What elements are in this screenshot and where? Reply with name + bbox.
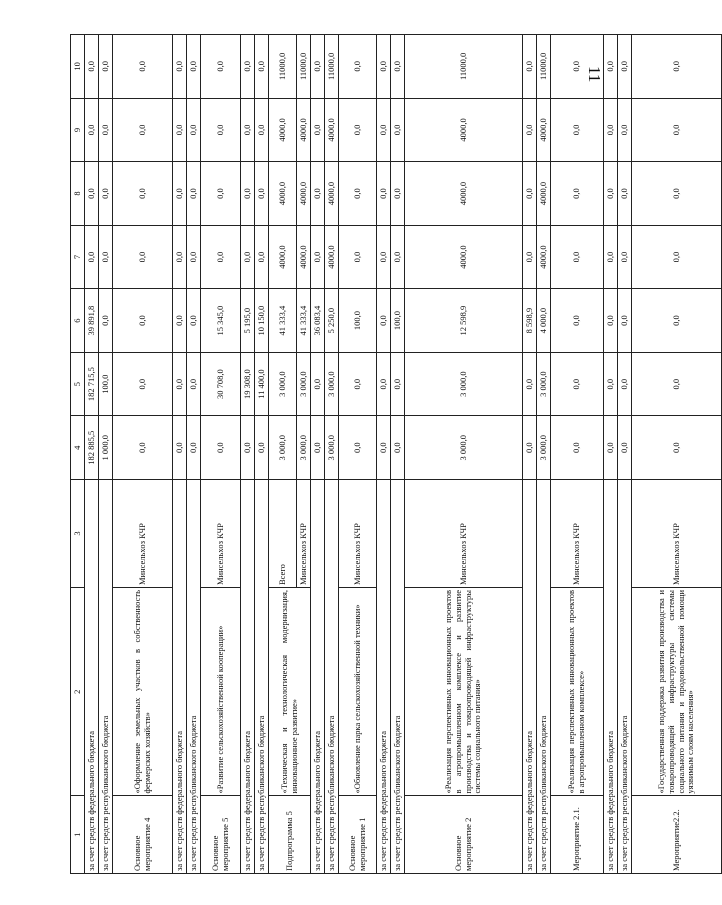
funding-value-col-7: 0,0	[255, 225, 269, 289]
funding-value-col-8: 0,0	[173, 162, 187, 226]
program-executor: Минсельхоз КЧР	[405, 479, 523, 587]
funding-value-col-7: 0,0	[241, 225, 255, 289]
funding-value-col-4: 0,0	[201, 416, 241, 480]
program-name: «Обновление парка сельскохозяйственной техники»	[339, 588, 377, 796]
funding-value-col-9: 0,0	[187, 98, 201, 162]
table-row	[241, 35, 255, 874]
table-row	[377, 35, 391, 874]
funding-value-col-5: 3 000,0	[537, 352, 551, 416]
funding-value-col-9: 0,0	[551, 98, 604, 162]
funding-value-col-9: 4000,0	[405, 98, 523, 162]
funding-value-col-6: 0,0	[173, 289, 187, 353]
funding-value-col-6: 100,0	[391, 289, 405, 353]
table-row	[187, 35, 201, 874]
funding-value-col-7: 0,0	[377, 225, 391, 289]
funding-value-col-5: 11 400,0	[255, 352, 269, 416]
table-row	[339, 35, 377, 874]
funding-value-col-8: 0,0	[201, 162, 241, 226]
funding-value-col-9: 0,0	[173, 98, 187, 162]
funding-value-col-8: 4000,0	[537, 162, 551, 226]
funding-source-label: за счет средств федерального бюджета	[241, 479, 255, 873]
table-row	[269, 35, 297, 874]
funding-value-col-9: 0,0	[99, 98, 113, 162]
funding-value-col-4: 3 000,0	[269, 416, 297, 480]
program-code: Основное мероприятие 2	[405, 796, 523, 874]
table-row	[173, 35, 187, 874]
program-code: Мероприятие2.2.	[632, 796, 722, 874]
funding-source-label: за счет средств федерального бюджета	[523, 479, 537, 873]
column-number-3: 3	[71, 479, 85, 587]
funding-source-label: за счет средств республиканского бюджета	[391, 479, 405, 873]
column-number-9: 9	[71, 98, 85, 162]
funding-value-col-4: 3 000,0	[537, 416, 551, 480]
program-name: «Государственная поддержка развития производства и товаропроводящей инфраструктуры системы социального питания и продовольственной помощи уязвимым слоям населения»	[632, 588, 722, 796]
funding-value-col-8: 0,0	[241, 162, 255, 226]
funding-value-col-10: 0,0	[551, 35, 604, 99]
funding-value-col-10: 0,0	[391, 35, 405, 99]
funding-value-col-5: 0,0	[604, 352, 618, 416]
table-row	[618, 35, 632, 874]
funding-source-label: за счет средств республиканского бюджета	[325, 479, 339, 873]
funding-value-col-10: 0,0	[85, 35, 99, 99]
funding-value-col-8: 0,0	[255, 162, 269, 226]
funding-source-label: за счет средств федерального бюджета	[311, 479, 325, 873]
funding-value-col-8: 0,0	[99, 162, 113, 226]
funding-value-col-6: 100,0	[339, 289, 377, 353]
funding-value-col-5: 0,0	[551, 352, 604, 416]
funding-value-col-6: 4 000,0	[537, 289, 551, 353]
funding-value-col-8: 0,0	[604, 162, 618, 226]
funding-value-col-4: 0,0	[113, 416, 173, 480]
funding-value-col-10: 0,0	[255, 35, 269, 99]
funding-value-col-9: 0,0	[391, 98, 405, 162]
funding-value-col-8: 0,0	[618, 162, 632, 226]
program-name: «Техническая и технологическая модернизация, инновационное развитие»	[269, 588, 311, 796]
table-header-row	[71, 35, 85, 874]
column-number-2: 2	[71, 588, 85, 796]
program-name: «Реализация перспективных инновационных проектов в агропромышленном комплексе»	[551, 588, 604, 796]
funding-value-col-7: 0,0	[551, 225, 604, 289]
funding-value-col-4: 0,0	[632, 416, 722, 480]
funding-value-col-7: 0,0	[523, 225, 537, 289]
funding-value-col-6: 0,0	[113, 289, 173, 353]
funding-value-col-4: 0,0	[173, 416, 187, 480]
funding-value-col-8: 0,0	[391, 162, 405, 226]
funding-value-col-6: 10 150,0	[255, 289, 269, 353]
funding-value-col-5: 3 000,0	[325, 352, 339, 416]
funding-value-col-4: 0,0	[311, 416, 325, 480]
funding-value-col-5: 0,0	[173, 352, 187, 416]
table-row	[255, 35, 269, 874]
table-body	[71, 35, 722, 874]
funding-value-col-6: 0,0	[377, 289, 391, 353]
program-executor: Минсельхоз КЧР	[201, 479, 241, 587]
column-number-8: 8	[71, 162, 85, 226]
funding-value-col-7: 4000,0	[325, 225, 339, 289]
funding-value-col-7: 0,0	[632, 225, 722, 289]
funding-value-col-5: 3 000,0	[269, 352, 297, 416]
funding-value-col-8: 4000,0	[325, 162, 339, 226]
funding-value-col-5: 0,0	[391, 352, 405, 416]
funding-value-col-5: 182 715,5	[85, 352, 99, 416]
funding-value-col-6: 0,0	[604, 289, 618, 353]
funding-value-col-10: 0,0	[632, 35, 722, 99]
funding-value-col-4: 0,0	[187, 416, 201, 480]
funding-value-col-5: 0,0	[618, 352, 632, 416]
funding-value-col-8: 0,0	[377, 162, 391, 226]
funding-value-col-4: 182 885,5	[85, 416, 99, 480]
program-name: «Развитие сельскохозяйственной кооперации»	[201, 588, 241, 796]
funding-value-col-9: 4000,0	[537, 98, 551, 162]
funding-value-col-5: 0,0	[113, 352, 173, 416]
column-number-7: 7	[71, 225, 85, 289]
program-executor: Минсельхоз КЧР	[297, 479, 311, 587]
funding-value-col-4: 3 000,0	[325, 416, 339, 480]
funding-source-label: за счет средств республиканского бюджета	[99, 479, 113, 873]
funding-value-col-10: 0,0	[311, 35, 325, 99]
funding-value-col-6: 36 083,4	[311, 289, 325, 353]
funding-value-col-4: 0,0	[523, 416, 537, 480]
table-row	[537, 35, 551, 874]
funding-source-label: за счет средств республиканского бюджета	[537, 479, 551, 873]
funding-value-col-10: 0,0	[618, 35, 632, 99]
table-row	[405, 35, 523, 874]
funding-value-col-9: 0,0	[339, 98, 377, 162]
funding-value-col-5: 100,0	[99, 352, 113, 416]
page-number: 11	[585, 66, 604, 83]
funding-value-col-10: 11000,0	[269, 35, 297, 99]
program-executor: Минсельхоз КЧР	[113, 479, 173, 587]
table-row	[604, 35, 618, 874]
funding-value-col-9: 4000,0	[297, 98, 311, 162]
funding-value-col-8: 4000,0	[269, 162, 297, 226]
funding-value-col-7: 4000,0	[297, 225, 311, 289]
funding-value-col-9: 0,0	[377, 98, 391, 162]
column-number-1: 1	[71, 796, 85, 874]
funding-value-col-10: 11000,0	[297, 35, 311, 99]
funding-value-col-7: 4000,0	[269, 225, 297, 289]
funding-value-col-6: 0,0	[551, 289, 604, 353]
program-code: Подпрограмма 5	[269, 796, 311, 874]
funding-value-col-8: 0,0	[187, 162, 201, 226]
funding-value-col-7: 0,0	[187, 225, 201, 289]
funding-value-col-10: 0,0	[523, 35, 537, 99]
funding-value-col-6: 39 891,8	[85, 289, 99, 353]
funding-value-col-5: 30 708,0	[201, 352, 241, 416]
funding-value-col-9: 0,0	[255, 98, 269, 162]
funding-value-col-5: 0,0	[377, 352, 391, 416]
table-row	[201, 35, 241, 874]
funding-value-col-5: 0,0	[632, 352, 722, 416]
funding-value-col-6: 12 598,9	[405, 289, 523, 353]
table-row	[325, 35, 339, 874]
funding-value-col-10: 0,0	[201, 35, 241, 99]
funding-value-col-6: 0,0	[632, 289, 722, 353]
table-row	[85, 35, 99, 874]
funding-value-col-6: 41 333,4	[297, 289, 311, 353]
funding-value-col-6: 0,0	[187, 289, 201, 353]
funding-value-col-7: 0,0	[339, 225, 377, 289]
funding-value-col-4: 3 000,0	[405, 416, 523, 480]
funding-value-col-9: 0,0	[241, 98, 255, 162]
funding-value-col-8: 4000,0	[405, 162, 523, 226]
funding-value-col-6: 0,0	[618, 289, 632, 353]
table-row	[391, 35, 405, 874]
program-code: Основное мероприятие 5	[201, 796, 241, 874]
funding-value-col-4: 0,0	[618, 416, 632, 480]
funding-value-col-4: 3 000,0	[297, 416, 311, 480]
column-number-6: 6	[71, 289, 85, 353]
funding-value-col-5: 0,0	[523, 352, 537, 416]
funding-source-label: за счет средств республиканского бюджета	[187, 479, 201, 873]
funding-value-col-10: 0,0	[173, 35, 187, 99]
table-row	[113, 35, 173, 874]
funding-value-col-7: 0,0	[113, 225, 173, 289]
funding-value-col-4: 0,0	[377, 416, 391, 480]
funding-value-col-10: 11000,0	[325, 35, 339, 99]
funding-value-col-5: 0,0	[187, 352, 201, 416]
funding-value-col-7: 0,0	[311, 225, 325, 289]
column-number-4: 4	[71, 416, 85, 480]
funding-value-col-4: 0,0	[551, 416, 604, 480]
funding-value-col-7: 4000,0	[537, 225, 551, 289]
funding-value-col-4: 1 000,0	[99, 416, 113, 480]
table-row	[311, 35, 325, 874]
funding-value-col-7: 0,0	[618, 225, 632, 289]
funding-value-col-6: 5 250,0	[325, 289, 339, 353]
funding-value-col-6: 8 598,9	[523, 289, 537, 353]
funding-value-col-6: 0,0	[99, 289, 113, 353]
program-executor: Минсельхоз КЧР	[632, 479, 722, 587]
table-row	[99, 35, 113, 874]
table-row	[551, 35, 604, 874]
funding-source-label: за счет средств федерального бюджета	[85, 479, 99, 873]
funding-value-col-7: 0,0	[173, 225, 187, 289]
funding-value-col-9: 0,0	[85, 98, 99, 162]
column-number-5: 5	[71, 352, 85, 416]
funding-value-col-5: 0,0	[339, 352, 377, 416]
table-row	[632, 35, 722, 874]
funding-value-col-9: 0,0	[632, 98, 722, 162]
funding-value-col-7: 0,0	[391, 225, 405, 289]
funding-value-col-6: 15 345,0	[201, 289, 241, 353]
funding-value-col-7: 0,0	[99, 225, 113, 289]
program-executor: Минсельхоз КЧР	[339, 479, 377, 587]
funding-value-col-7: 0,0	[604, 225, 618, 289]
funding-value-col-8: 4000,0	[297, 162, 311, 226]
program-code: Основное мероприятие 1	[339, 796, 377, 874]
funding-value-col-5: 3 000,0	[405, 352, 523, 416]
funding-value-col-9: 4000,0	[269, 98, 297, 162]
program-code: Основное мероприятие 4	[113, 796, 173, 874]
funding-value-col-7: 0,0	[85, 225, 99, 289]
funding-value-col-10: 0,0	[241, 35, 255, 99]
funding-value-col-10: 0,0	[604, 35, 618, 99]
funding-value-col-8: 0,0	[523, 162, 537, 226]
funding-source-label: за счет средств республиканского бюджета	[255, 479, 269, 873]
funding-value-col-5: 19 308,0	[241, 352, 255, 416]
program-name: «Оформление земельных участков в собственность фермерских хозяйств»	[113, 588, 173, 796]
program-name: «Реализация перспективных инновационных проектов в агропромышленном комплексе и развитие производства и товаропроводящей инфраструктуры системы социального питания»	[405, 588, 523, 796]
funding-value-col-7: 4000,0	[405, 225, 523, 289]
program-executor: Минсельхоз КЧР	[551, 479, 604, 587]
funding-value-col-5: 3 000,0	[297, 352, 311, 416]
funding-value-col-8: 0,0	[339, 162, 377, 226]
funding-value-col-10: 0,0	[99, 35, 113, 99]
funding-value-col-4: 0,0	[604, 416, 618, 480]
funding-source-label: за счет средств республиканского бюджета	[618, 479, 632, 873]
funding-value-col-8: 0,0	[551, 162, 604, 226]
funding-value-col-10: 0,0	[339, 35, 377, 99]
funding-value-col-4: 0,0	[255, 416, 269, 480]
funding-value-col-9: 0,0	[618, 98, 632, 162]
funding-value-col-8: 0,0	[632, 162, 722, 226]
funding-value-col-4: 0,0	[339, 416, 377, 480]
funding-value-col-9: 0,0	[201, 98, 241, 162]
funding-value-col-8: 0,0	[85, 162, 99, 226]
funding-value-col-8: 0,0	[311, 162, 325, 226]
column-number-10: 10	[71, 35, 85, 99]
funding-value-col-9: 0,0	[113, 98, 173, 162]
funding-value-col-10: 11000,0	[405, 35, 523, 99]
funding-source-label: за счет средств федерального бюджета	[173, 479, 187, 873]
funding-value-col-6: 5 195,0	[241, 289, 255, 353]
funding-source-label: за счет средств федерального бюджета	[604, 479, 618, 873]
funding-value-col-10: 11000,0	[537, 35, 551, 99]
funding-value-col-9: 0,0	[604, 98, 618, 162]
program-funding-table-container	[70, 34, 696, 874]
funding-value-col-10: 0,0	[377, 35, 391, 99]
program-funding-table	[70, 34, 722, 874]
funding-value-col-7: 0,0	[201, 225, 241, 289]
funding-value-col-6: 41 333,4	[269, 289, 297, 353]
funding-value-col-10: 0,0	[113, 35, 173, 99]
funding-value-col-10: 0,0	[187, 35, 201, 99]
funding-value-col-9: 4000,0	[325, 98, 339, 162]
funding-value-col-4: 0,0	[391, 416, 405, 480]
program-code: Мероприятие 2.1.	[551, 796, 604, 874]
funding-source-label: за счет средств федерального бюджета	[377, 479, 391, 873]
funding-value-col-9: 0,0	[523, 98, 537, 162]
table-row	[523, 35, 537, 874]
funding-value-col-5: 0,0	[311, 352, 325, 416]
funding-value-col-4: 0,0	[241, 416, 255, 480]
funding-value-col-9: 0,0	[311, 98, 325, 162]
funding-value-col-8: 0,0	[113, 162, 173, 226]
program-executor: Всего	[269, 479, 297, 587]
